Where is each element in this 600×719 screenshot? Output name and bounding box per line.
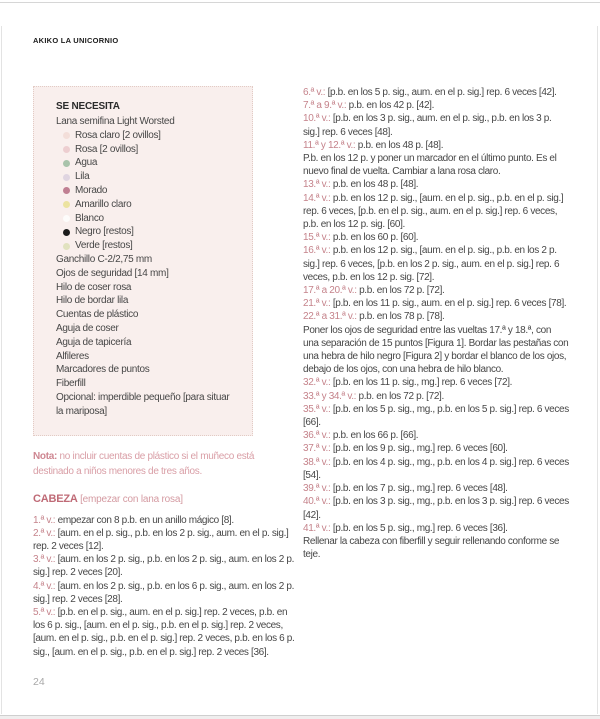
yarn-list <box>56 129 238 253</box>
yarn-label: Rosa claro [2 ovillos] <box>75 129 161 141</box>
instruction-line: Poner los ojos de seguridad entre las vueltas 17.ª y 18.ª, con una separación de 15 puntos [Figura 1]. Bordar las pestañas con una hebra de hilo negro [Figura 2] y bordar el blanco de los ojos, debajo de los ojos, con una hebra de hilo blanco. <box>303 324 569 376</box>
instruction-line: 6.ª v.: [p.b. en los 5 p. sig., aum. en el p. sig.] rep. 6 veces [42]. <box>303 87 557 98</box>
yarn-color-dot <box>63 201 70 208</box>
round-label: 3.ª v.: <box>33 554 56 566</box>
page-edge-right <box>597 26 598 714</box>
yarn-item <box>56 225 238 239</box>
yarn-item <box>56 239 238 253</box>
yarn-color-dot <box>63 132 70 139</box>
instruction-line: 2.ª v.: [aum. en el p. sig., p.b. en los 2 p. sig., aum. en el p. sig.] rep. 2 veces [12]. <box>33 527 289 552</box>
round-label: 21.ª v.: <box>303 298 331 310</box>
round-label: 2.ª v.: <box>33 527 56 539</box>
instruction-line: 5.ª v.: [p.b. en el p. sig., aum. en el p. sig.] rep. 2 veces, p.b. en los 6 p. sig., [aum. en el p. sig., p.b. en el p. sig.] rep. 2 veces, [aum. en el p. sig., p.b. en el p. sig.] rep. 2 veces, p.b. en los 6 p. sig., [aum. en el p. sig., p.b. en el p. sig.] rep. 2 veces [36]. <box>33 606 295 658</box>
tool-item: Marcadores de puntos <box>56 364 150 376</box>
yarn-label: Lila <box>75 171 90 183</box>
note-paragraph <box>33 449 295 479</box>
instruction-line: P.b. en los 12 p. y poner un marcador en el último punto. Es el nuevo final de vuelta. Cambiar a lana rosa claro. <box>303 153 557 178</box>
left-column <box>33 86 295 659</box>
instruction-line: Rellenar la cabeza con fiberfill y seguir rellenando conforme se teje. <box>303 535 560 561</box>
yarn-label: Agua <box>75 157 98 169</box>
page-number: 24 <box>33 676 45 688</box>
instructions-left <box>33 514 295 659</box>
round-label: 13.ª v.: <box>303 179 331 191</box>
instruction-line: 17.ª a 20.ª v.: p.b. en los 72 p. [72]. <box>303 285 445 297</box>
yarn-item <box>56 170 238 184</box>
tool-item: Alfileres <box>56 350 89 362</box>
instruction-line: 10.ª v.: [p.b. en los 3 p. sig., aum. en el p. sig., p.b. en los 3 p. sig.] rep. 6 veces [48]. <box>303 113 552 138</box>
yarn-color-dot <box>63 146 70 153</box>
round-label: 36.ª v.: <box>303 430 331 442</box>
materials-title: SE NECESITA <box>56 101 120 112</box>
round-label: 10.ª v.: <box>303 113 331 125</box>
running-header: AKIKO LA UNICORNIO <box>33 36 119 45</box>
yarn-item <box>56 129 238 143</box>
yarn-color-dot <box>63 187 70 194</box>
yarn-color-dot <box>63 174 70 181</box>
tool-item: Fiberfill <box>56 378 86 390</box>
round-label: 39.ª v.: <box>303 483 331 495</box>
section-heading <box>33 493 295 505</box>
instruction-line: 39.ª v.: [p.b. en los 7 p. sig., mg.] rep. 6 veces [48]. <box>303 483 508 495</box>
round-label: 15.ª v.: <box>303 232 331 244</box>
tool-item: Opcional: imperdible pequeño [para situar la mariposa] <box>56 391 230 417</box>
instruction-line: 33.ª y 34.ª v.: p.b. en los 72 p. [72]. <box>303 390 444 402</box>
note-label: Nota: <box>33 450 58 462</box>
yarn-label: Negro [restos] <box>75 226 134 238</box>
round-label: 4.ª v.: <box>33 580 56 592</box>
yarn-label: Morado <box>75 184 108 196</box>
instruction-line: 4.ª v.: [aum. en los 2 p. sig., p.b. en los 6 p. sig., aum. en los 2 p. sig.] rep. 2 veces [28]. <box>33 580 295 605</box>
tools-list <box>56 253 238 419</box>
instructions-right <box>303 86 569 561</box>
right-column <box>303 86 569 561</box>
round-label: 40.ª v.: <box>303 496 331 508</box>
yarn-color-dot <box>63 243 70 250</box>
round-label: 11.ª y 12.ª v.: <box>303 139 356 151</box>
round-label: 7.ª a 9.ª v.: <box>303 100 347 112</box>
yarn-label: Rosa [2 ovillos] <box>75 143 139 155</box>
instruction-line: 7.ª a 9.ª v.: p.b. en los 42 p. [42]. <box>303 100 435 112</box>
yarn-color-dot <box>63 215 70 222</box>
instruction-line: 3.ª v.: [aum. en los 2 p. sig., p.b. en los 2 p. sig., aum. en los 2 p. sig.] rep. 2 veces [20]. <box>33 554 295 579</box>
instruction-line: 22.ª a 31.ª v.: p.b. en los 78 p. [78]. <box>303 311 445 323</box>
instruction-line: 1.ª v.: empezar con 8 p.b. en un anillo mágico [8]. <box>33 514 234 526</box>
round-label: 5.ª v.: <box>33 606 56 618</box>
instruction-line: 13.ª v.: p.b. en los 48 p. [48]. <box>303 179 419 191</box>
round-label: 1.ª v.: <box>33 514 56 526</box>
round-label: 16.ª v.: <box>303 245 331 257</box>
instruction-line: 36.ª v.: p.b. en los 66 p. [66]. <box>303 430 419 442</box>
materials-box <box>33 86 253 436</box>
tool-item: Aguja de tapicería <box>56 336 132 348</box>
round-label: 38.ª v.: <box>303 456 331 468</box>
tool-item: Hilo de bordar lila <box>56 295 129 307</box>
tool-item: Ganchillo C-2/2,75 mm <box>56 253 152 265</box>
materials-subtitle: Lana semifina Light Worsted <box>56 116 175 127</box>
tool-item: Hilo de coser rosa <box>56 281 132 293</box>
yarn-label: Blanco <box>75 212 104 224</box>
yarn-label: Verde [restos] <box>75 240 133 252</box>
yarn-item <box>56 198 238 212</box>
round-label: 14.ª v.: <box>303 192 331 204</box>
note-text: no incluir cuentas de plástico si el muñeco está destinado a niños menores de tres años. <box>33 450 255 477</box>
instruction-line: 15.ª v.: p.b. en los 60 p. [60]. <box>303 232 419 244</box>
instruction-line: 37.ª v.: [p.b. en los 9 p. sig., mg.] rep. 6 veces [60]. <box>303 443 508 455</box>
yarn-item <box>56 143 238 157</box>
section-subtitle: [empezar con lana rosa] <box>80 493 183 505</box>
section-title: CABEZA <box>33 492 78 505</box>
round-label: 17.ª a 20.ª v.: <box>303 285 357 297</box>
yarn-label: Amarillo claro <box>75 198 132 210</box>
instruction-line: 38.ª v.: [p.b. en los 4 p. sig., mg., p.b. en los 4 p. sig.] rep. 6 veces [54]. <box>303 456 569 481</box>
instruction-line: 21.ª v.: [p.b. en los 11 p. sig., aum. en el p. sig.] rep. 6 veces [78]. <box>303 298 567 310</box>
page-edge-left <box>1 26 2 714</box>
round-label: 37.ª v.: <box>303 443 331 455</box>
round-label: 22.ª a 31.ª v.: <box>303 311 357 323</box>
page-edge-top <box>0 2 600 3</box>
yarn-item <box>56 212 238 226</box>
instruction-line: 14.ª v.: p.b. en los 12 p. sig., [aum. en el p. sig., p.b. en el p. sig.] rep. 6 veces, [p.b. en el p. sig., aum. en el p. sig.] rep. 6 veces, p.b. en los 12 p. sig. [60]. <box>303 192 564 231</box>
instruction-line: 16.ª v.: p.b. en los 12 p. sig., [aum. en el p. sig., p.b. en los 2 p. sig.] rep. 6 veces, [p.b. en los 2 p. sig., aum. en el p. sig.] rep. 6 veces, p.b. en los 12 p. sig. [72]. <box>303 245 560 283</box>
tool-item: Cuentas de plástico <box>56 309 139 321</box>
instruction-line: 40.ª v.: [p.b. en los 3 p. sig., mg., p.b. en los 3 p. sig.] rep. 6 veces [42]. <box>303 496 569 521</box>
yarn-color-dot <box>63 160 70 167</box>
instruction-line: 32.ª v.: [p.b. en los 11 p. sig., mg.] rep. 6 veces [72]. <box>303 377 513 389</box>
yarn-item <box>56 184 238 198</box>
round-label: 41.ª v.: <box>303 522 331 534</box>
yarn-item <box>56 156 238 170</box>
round-label: 35.ª v.: <box>303 403 331 415</box>
round-label: 6.ª v.: <box>303 87 326 98</box>
round-label: 33.ª y 34.ª v.: <box>303 390 357 402</box>
yarn-color-dot <box>63 229 70 236</box>
tool-item: Aguja de coser <box>56 322 119 334</box>
instruction-line: 35.ª v.: [p.b. en los 5 p. sig., mg., p.b. en los 5 p. sig.] rep. 6 veces [66]. <box>303 403 569 429</box>
round-label: 32.ª v.: <box>303 377 331 389</box>
instruction-line: 11.ª y 12.ª v.: p.b. en los 48 p. [48]. <box>303 139 444 151</box>
instruction-line: 41.ª v.: [p.b. en los 5 p. sig., mg.] rep. 6 veces [36]. <box>303 522 508 534</box>
tool-item: Ojos de seguridad [14 mm] <box>56 267 169 279</box>
